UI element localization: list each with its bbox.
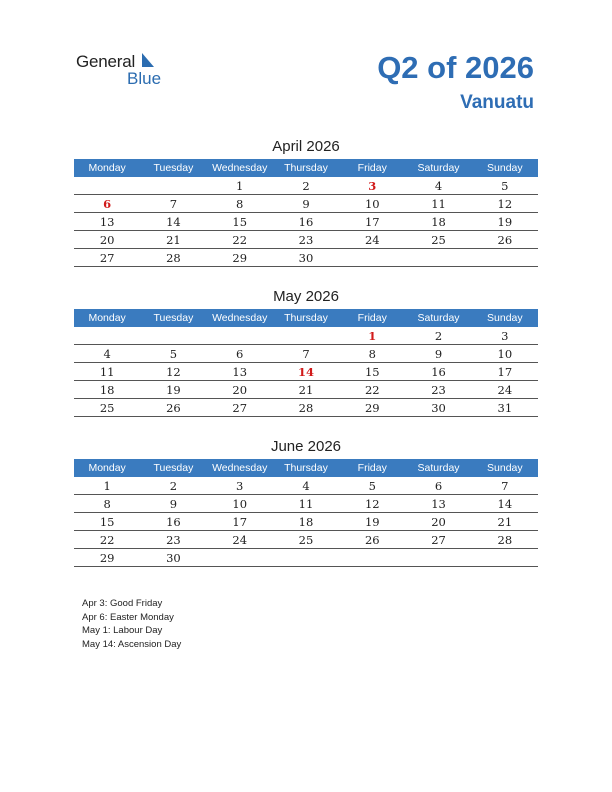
weekday-header: Saturday	[405, 309, 471, 327]
weekday-header-row	[74, 309, 538, 327]
day-cell: 16	[140, 513, 206, 531]
weekday-header: Thursday	[273, 459, 339, 477]
country-name: Vanuatu	[460, 92, 534, 113]
logo-blue-text: Blue	[127, 69, 162, 88]
week-row	[74, 399, 538, 417]
holiday-list	[82, 597, 181, 652]
day-cell: 21	[472, 513, 538, 531]
day-cell	[339, 549, 405, 567]
day-cell: 12	[140, 363, 206, 381]
day-cell: 29	[74, 549, 140, 567]
day-cell: 10	[207, 495, 273, 513]
day-cell: 23	[140, 531, 206, 549]
day-cell	[74, 327, 140, 345]
day-cell: 28	[472, 531, 538, 549]
weekday-header-row	[74, 459, 538, 477]
week-row	[74, 495, 538, 513]
day-cell: 8	[339, 345, 405, 363]
day-cell: 13	[207, 363, 273, 381]
day-cell: 26	[339, 531, 405, 549]
day-cell	[207, 327, 273, 345]
day-cell: 30	[273, 249, 339, 267]
day-cell	[140, 177, 206, 195]
holiday-day-cell: 14	[273, 363, 339, 381]
week-row	[74, 531, 538, 549]
holiday-item: May 1: Labour Day	[82, 625, 163, 637]
weekday-header-row	[74, 159, 538, 177]
week-row	[74, 249, 538, 267]
day-cell: 25	[405, 231, 471, 249]
day-cell: 3	[207, 477, 273, 495]
day-cell	[405, 249, 471, 267]
weekday-header: Monday	[74, 309, 140, 327]
month-title: June 2026	[270, 438, 342, 455]
calendar-table	[74, 309, 538, 417]
week-row	[74, 363, 538, 381]
day-cell: 27	[74, 249, 140, 267]
day-cell: 17	[472, 363, 538, 381]
calendar-table	[74, 459, 538, 567]
week-row	[74, 381, 538, 399]
weekday-header: Monday	[74, 459, 140, 477]
day-cell: 22	[74, 531, 140, 549]
day-cell: 29	[207, 249, 273, 267]
day-cell: 14	[140, 213, 206, 231]
day-cell: 21	[140, 231, 206, 249]
week-row	[74, 177, 538, 195]
day-cell: 16	[273, 213, 339, 231]
day-cell: 20	[405, 513, 471, 531]
week-row	[74, 231, 538, 249]
day-cell: 4	[273, 477, 339, 495]
day-cell: 9	[405, 345, 471, 363]
day-cell: 6	[207, 345, 273, 363]
weekday-header: Friday	[339, 459, 405, 477]
day-cell: 13	[405, 495, 471, 513]
day-cell: 19	[472, 213, 538, 231]
day-cell: 25	[273, 531, 339, 549]
day-cell: 17	[207, 513, 273, 531]
day-cell: 28	[140, 249, 206, 267]
day-cell: 2	[405, 327, 471, 345]
day-cell	[74, 177, 140, 195]
logo-general-text: General	[76, 52, 136, 71]
day-cell: 24	[207, 531, 273, 549]
day-cell: 14	[472, 495, 538, 513]
day-cell: 19	[140, 381, 206, 399]
weekday-header: Wednesday	[207, 459, 273, 477]
day-cell: 9	[140, 495, 206, 513]
day-cell: 4	[405, 177, 471, 195]
day-cell: 7	[472, 477, 538, 495]
week-row	[74, 513, 538, 531]
holiday-day-cell: 3	[339, 177, 405, 195]
holiday-day-cell: 6	[74, 195, 140, 213]
day-cell: 20	[207, 381, 273, 399]
day-cell: 20	[74, 231, 140, 249]
day-cell	[140, 327, 206, 345]
day-cell: 18	[273, 513, 339, 531]
month-title: May 2026	[273, 288, 339, 305]
day-cell: 15	[74, 513, 140, 531]
week-row	[74, 195, 538, 213]
week-row	[74, 477, 538, 495]
weekday-header: Tuesday	[140, 309, 206, 327]
day-cell	[273, 327, 339, 345]
day-cell: 31	[472, 399, 538, 417]
weekday-header: Tuesday	[140, 159, 206, 177]
day-cell: 11	[74, 363, 140, 381]
day-cell: 2	[273, 177, 339, 195]
day-cell: 22	[207, 231, 273, 249]
day-cell: 30	[405, 399, 471, 417]
month-calendar-june	[74, 437, 538, 567]
page-title: Q2 of 2026	[377, 50, 534, 85]
weekday-header: Friday	[339, 309, 405, 327]
day-cell: 4	[74, 345, 140, 363]
day-cell: 12	[472, 195, 538, 213]
day-cell	[273, 549, 339, 567]
day-cell: 8	[207, 195, 273, 213]
week-row	[74, 345, 538, 363]
weekday-header: Sunday	[472, 459, 538, 477]
day-cell: 11	[273, 495, 339, 513]
weekday-header: Monday	[74, 159, 140, 177]
day-cell: 10	[339, 195, 405, 213]
day-cell	[207, 549, 273, 567]
day-cell: 17	[339, 213, 405, 231]
day-cell: 10	[472, 345, 538, 363]
day-cell: 9	[273, 195, 339, 213]
holiday-item: Apr 3: Good Friday	[82, 598, 163, 609]
day-cell: 30	[140, 549, 206, 567]
day-cell: 2	[140, 477, 206, 495]
day-cell: 3	[472, 327, 538, 345]
day-cell: 29	[339, 399, 405, 417]
day-cell: 26	[472, 231, 538, 249]
month-calendar-april	[74, 137, 538, 267]
day-cell: 22	[339, 381, 405, 399]
day-cell: 18	[74, 381, 140, 399]
calendar-table	[74, 159, 538, 267]
logo	[76, 52, 176, 92]
day-cell: 1	[207, 177, 273, 195]
day-cell	[339, 249, 405, 267]
holiday-item: Apr 6: Easter Monday	[82, 611, 174, 623]
month-calendar-may	[74, 287, 538, 417]
day-cell: 25	[74, 399, 140, 417]
day-cell: 5	[140, 345, 206, 363]
week-row	[74, 549, 538, 567]
weekday-header: Wednesday	[207, 159, 273, 177]
day-cell: 28	[273, 399, 339, 417]
week-row	[74, 327, 538, 345]
day-cell: 12	[339, 495, 405, 513]
day-cell: 21	[273, 381, 339, 399]
weekday-header: Friday	[339, 159, 405, 177]
holiday-day-cell: 1	[339, 327, 405, 345]
day-cell	[472, 249, 538, 267]
day-cell: 24	[339, 231, 405, 249]
day-cell: 16	[405, 363, 471, 381]
day-cell: 15	[339, 363, 405, 381]
day-cell: 23	[405, 381, 471, 399]
day-cell: 1	[74, 477, 140, 495]
weekday-header: Thursday	[273, 309, 339, 327]
day-cell: 27	[405, 531, 471, 549]
day-cell: 7	[273, 345, 339, 363]
day-cell: 13	[74, 213, 140, 231]
weekday-header: Sunday	[472, 159, 538, 177]
day-cell: 5	[472, 177, 538, 195]
day-cell: 26	[140, 399, 206, 417]
weekday-header: Sunday	[472, 309, 538, 327]
day-cell	[472, 549, 538, 567]
month-title: April 2026	[272, 138, 340, 155]
weekday-header: Wednesday	[207, 309, 273, 327]
weekday-header: Saturday	[405, 459, 471, 477]
day-cell: 8	[74, 495, 140, 513]
day-cell: 5	[339, 477, 405, 495]
holiday-item: May 14: Ascension Day	[82, 639, 182, 651]
logo-triangle-icon	[142, 53, 154, 67]
day-cell	[405, 549, 471, 567]
day-cell: 27	[207, 399, 273, 417]
day-cell: 11	[405, 195, 471, 213]
day-cell: 19	[339, 513, 405, 531]
weekday-header: Saturday	[405, 159, 471, 177]
week-row	[74, 213, 538, 231]
weekday-header: Thursday	[273, 159, 339, 177]
day-cell: 18	[405, 213, 471, 231]
day-cell: 23	[273, 231, 339, 249]
day-cell: 6	[405, 477, 471, 495]
day-cell: 24	[472, 381, 538, 399]
weekday-header: Tuesday	[140, 459, 206, 477]
day-cell: 15	[207, 213, 273, 231]
day-cell: 7	[140, 195, 206, 213]
